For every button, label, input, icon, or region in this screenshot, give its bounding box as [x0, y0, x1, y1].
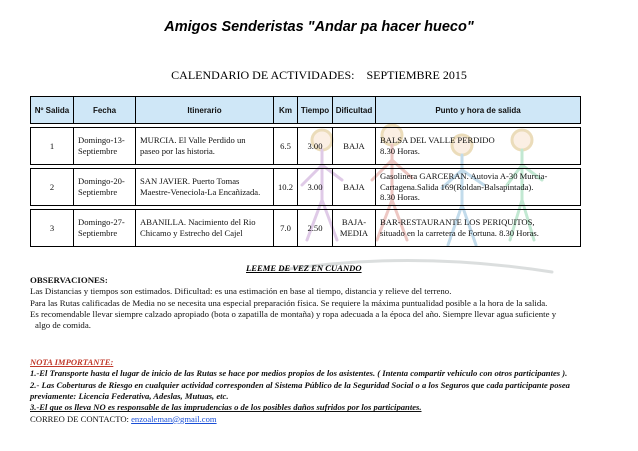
cell-km: 6.5: [274, 128, 298, 165]
page-title: Amigos Senderistas "Andar pa hacer hueco": [164, 19, 474, 35]
table-row: [31, 210, 581, 247]
cell-fecha: Domingo-20- Septiembre: [74, 169, 136, 206]
column-header: Tiempo: [298, 97, 333, 124]
cell-tiempo: 2.50: [298, 210, 333, 247]
observaciones-line: Para las Rutas calificadas de Media no se necesita una especial preparación física. Se requiere la máxima puntualidad posible a la hora de la salida.: [30, 297, 548, 308]
observaciones-line: algo de comida.: [35, 320, 91, 330]
cell-itinerario: ABANILLA. Nacimiento del Rio Chicamo y Estrecho del Cajel: [136, 210, 274, 247]
activities-table: [30, 96, 581, 247]
leeme-note: LEEME DE VEZ EN CUANDO: [246, 263, 362, 273]
cell-dificultad: BAJA: [333, 169, 376, 206]
nota-importante-section: [30, 357, 635, 425]
table-header-row: [31, 97, 581, 124]
cell-punto: BAR-RESTAURANTE LOS PERIQUITOS, situado en la carretera de Fortuna. 8.30 Horas.: [376, 210, 581, 247]
cell-n: 2: [31, 169, 74, 206]
cell-km: 10.2: [274, 169, 298, 206]
observaciones-line: Las Distancias y tiempos son estimados. Dificultad: es una estimación en base al tiempo, distancia y relieve del terreno.: [30, 286, 452, 297]
observaciones-line: Es recomendable llevar siempre calzado apropiado (bota o zapatilla de montaña) y ropa adecuada a la época del año. Siempre llevar agua suficiente y: [30, 308, 557, 319]
cell-punto: Gasolinera GARCERAN. Autovia A-30 Murcia- Cartagena.Salida 169(Roldan-Balsapintada). 8.30 Horas.: [376, 169, 581, 206]
cell-dificultad: BAJA: [333, 128, 376, 165]
nota-title: NOTA IMPORTANTE:: [30, 357, 114, 367]
observaciones-heading: OBSERVACIONES:: [30, 275, 108, 285]
nota-line: 1.-El Transporte hasta el lugar de inicio de las Rutas se hace por medios propios de los asistentes. ( Intenta compartir vehículo con otros participantes ).: [30, 368, 568, 379]
table-row: [31, 169, 581, 206]
nota-line: previamente: Licencia Federativa, Adeslas, Mutuas, etc.: [30, 391, 229, 402]
column-header: Dificultad: [333, 97, 376, 124]
column-header: Fecha: [74, 97, 136, 124]
column-header: Nº Salida: [31, 97, 74, 124]
column-header: Itinerario: [136, 97, 274, 124]
nota-line: 3.-El que os lleva NO es responsable de las imprudencias o de los posibles daños sufridos por los participantes.: [30, 402, 422, 413]
cell-punto: BALSA DEL VALLE PERDIDO 8.30 Horas.: [376, 128, 581, 165]
cell-tiempo: 3.00: [298, 128, 333, 165]
nota-line: 2.- Las Coberturas de Riesgo en cualquier actividad corresponden al Sistema Público de la Seguridad Social o a los Seguros que cada participante posea: [30, 379, 570, 390]
column-header: Punto y hora de salida: [376, 97, 581, 124]
calendar-subtitle: CALENDARIO DE ACTIVIDADES: SEPTIEMBRE 2015: [171, 68, 467, 82]
cell-n: 3: [31, 210, 74, 247]
cell-fecha: Domingo-13- Septiembre: [74, 128, 136, 165]
contact-email-link[interactable]: enzoaleman@gmail.com: [131, 413, 217, 424]
cell-n: 1: [31, 128, 74, 165]
cell-km: 7.0: [274, 210, 298, 247]
cell-itinerario: MURCIA. El Valle Perdido un paseo por las historia.: [136, 128, 274, 165]
table-row: [31, 128, 581, 165]
cell-itinerario: SAN JAVIER. Puerto Tomas Maestre-Veneciola-La Encañizada.: [136, 169, 274, 206]
contact-label: CORREO DE CONTACTO:: [30, 413, 129, 424]
column-header: Km: [274, 97, 298, 124]
cell-dificultad: BAJA- MEDIA: [333, 210, 376, 247]
contact-line: [30, 414, 635, 425]
cell-tiempo: 3.00: [298, 169, 333, 206]
observaciones-section: [30, 275, 630, 331]
cell-fecha: Domingo-27- Septiembre: [74, 210, 136, 247]
